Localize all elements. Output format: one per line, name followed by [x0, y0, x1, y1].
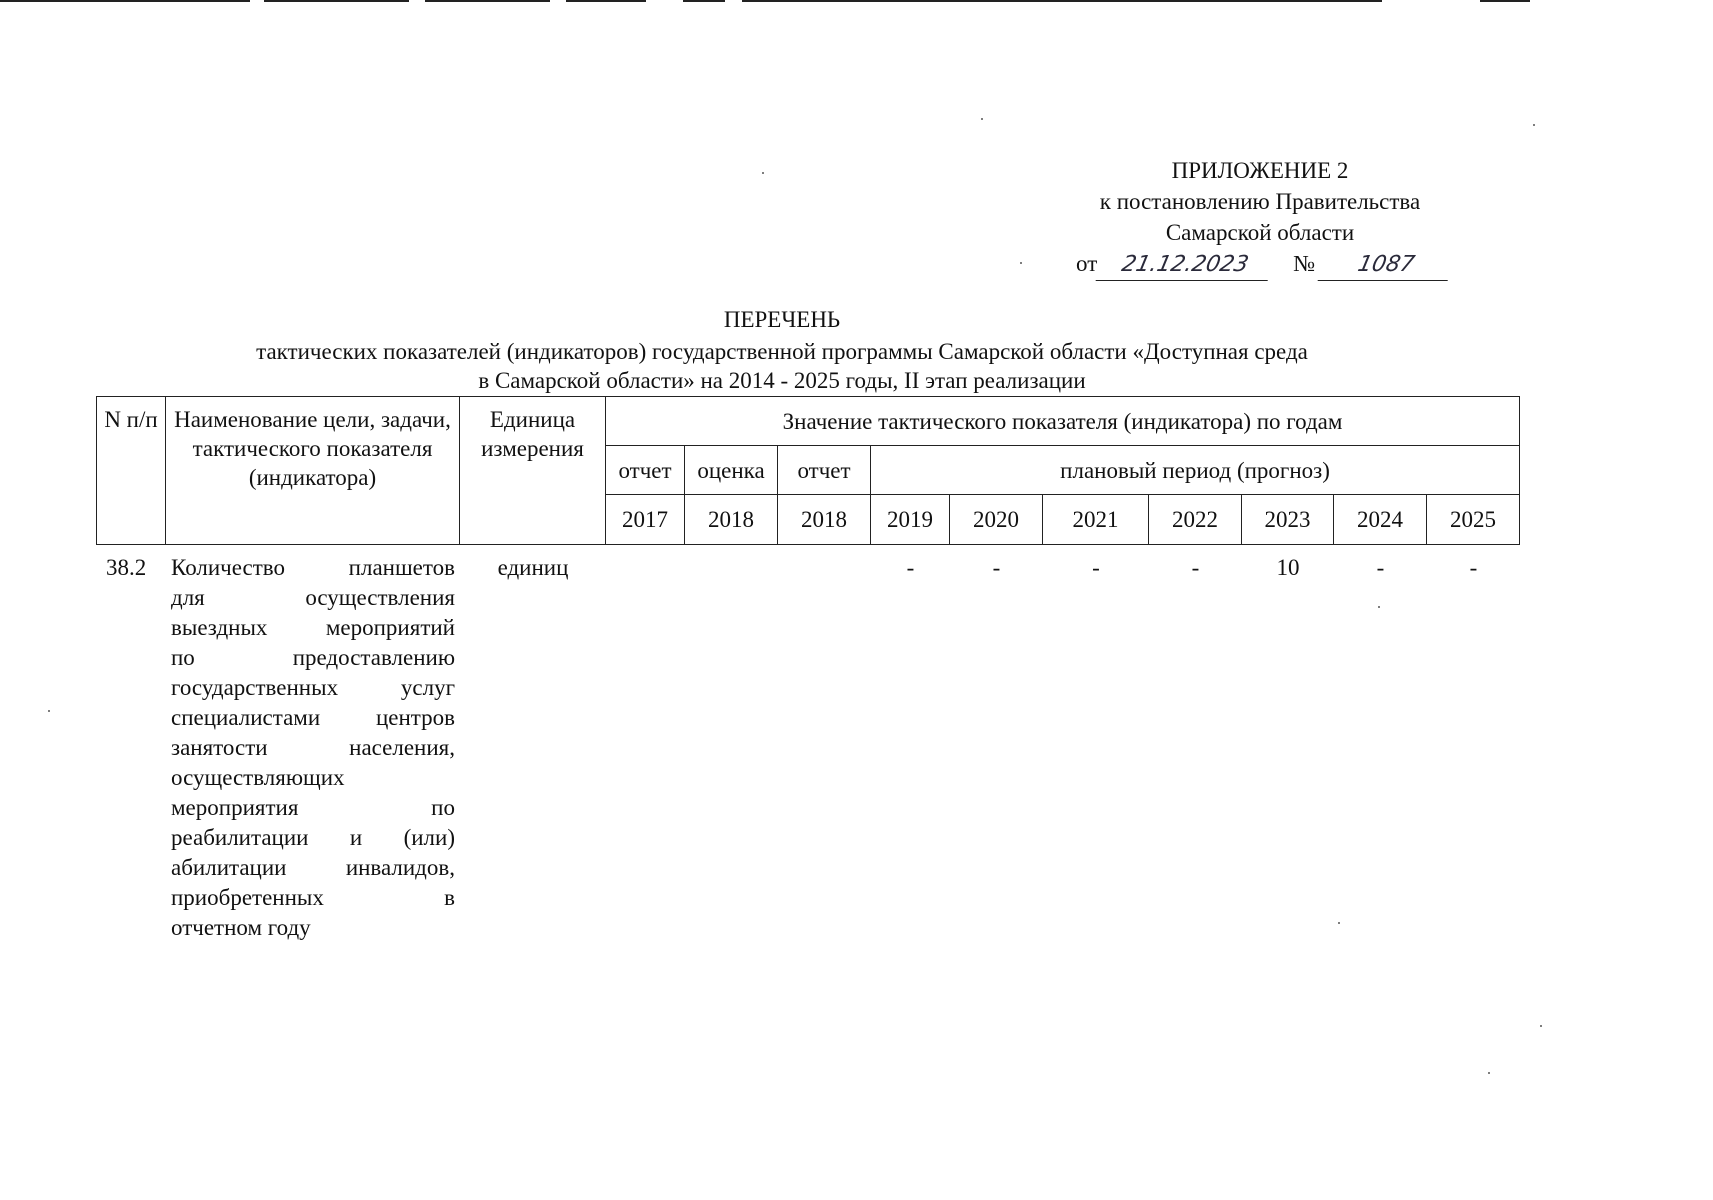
row-indicator-name	[171, 553, 455, 943]
header-year: 2018	[778, 495, 871, 545]
row-name-line: мероприятия по	[171, 795, 455, 820]
header-year: 2018	[685, 495, 778, 545]
handwritten-date: 21.12.2023	[1096, 249, 1275, 281]
date-prefix: от	[1076, 251, 1098, 276]
row-value-2024: -	[1376, 555, 1385, 580]
row-name-line: для осуществления	[171, 585, 455, 610]
scan-speck	[981, 118, 983, 120]
row-value-2020: -	[992, 555, 1001, 580]
row-value-2019: -	[906, 555, 915, 580]
row-name-line: приобретенных в	[171, 885, 455, 910]
scan-edge-line	[1480, 0, 1530, 2]
header-year: 2021	[1043, 495, 1149, 545]
header-year: 2025	[1427, 495, 1520, 545]
scan-speck	[1533, 124, 1535, 126]
appendix-line-1: к постановлению Правительства	[1099, 189, 1421, 214]
scan-speck	[762, 172, 764, 174]
row-name-line: по предоставлению	[171, 645, 455, 670]
header-sub-estimate: оценка	[685, 446, 778, 495]
appendix-date-row	[1060, 248, 1460, 281]
header-year: 2017	[606, 495, 685, 545]
scan-speck	[1020, 262, 1022, 264]
indicators-table-header	[96, 396, 1520, 545]
row-name-line: реабилитации и (или)	[171, 825, 455, 850]
scan-speck	[48, 710, 50, 712]
document-subtitle-line-1: тактических показателей (индикаторов) государственной программы Самарской области «Доступная среда	[256, 339, 1308, 364]
scan-speck	[1540, 1025, 1542, 1027]
header-sub-report: отчет	[606, 446, 685, 495]
document-subtitle-line-2: в Самарской области» на 2014 - 2025 годы, II этап реализации	[478, 368, 1086, 393]
handwritten-number: 1087	[1318, 249, 1455, 281]
row-value-2023: 10	[1276, 555, 1300, 580]
row-name-line: Количество планшетов	[171, 555, 455, 580]
header-year: 2020	[950, 495, 1043, 545]
scan-edge-line	[264, 0, 409, 2]
scan-speck	[1488, 1072, 1490, 1074]
scan-edge-line	[566, 0, 646, 2]
document-title: ПЕРЕЧЕНЬ	[723, 307, 841, 332]
row-name-line: осуществляющих	[171, 765, 345, 790]
appendix-title: ПРИЛОЖЕНИЕ 2	[1171, 158, 1349, 183]
header-year: 2019	[871, 495, 950, 545]
scan-speck	[1378, 606, 1380, 608]
header-year: 2022	[1149, 495, 1242, 545]
scan-edge-line	[683, 0, 725, 2]
row-name-line: выездных мероприятий	[171, 615, 455, 640]
appendix-line-2: Самарской области	[1165, 220, 1355, 245]
row-name-line: государственных услуг	[171, 675, 455, 700]
row-number: 38.2	[106, 555, 147, 580]
header-col-num: N п/п	[97, 397, 166, 545]
row-value-2022: -	[1191, 555, 1200, 580]
row-value-2025: -	[1469, 555, 1478, 580]
row-value-2021: -	[1092, 555, 1100, 580]
appendix-block	[1060, 155, 1460, 281]
header-col-unit: Единица измерения	[460, 397, 606, 545]
scan-edge-line	[425, 0, 550, 2]
header-year: 2023	[1242, 495, 1334, 545]
header-group-values: Значение тактического показателя (индикатора) по годам	[606, 397, 1520, 446]
header-col-name: Наименование цели, задачи, тактического показателя (индикатора)	[166, 397, 460, 545]
header-planned-period: плановый период (прогноз)	[871, 446, 1520, 495]
number-sign: №	[1293, 251, 1316, 276]
scan-edge-line	[742, 0, 1382, 2]
header-sub-report: отчет	[778, 446, 871, 495]
scan-speck	[1338, 922, 1340, 924]
row-name-line: абилитации инвалидов,	[171, 855, 455, 880]
scan-edge-line	[0, 0, 250, 2]
header-year: 2024	[1334, 495, 1427, 545]
row-name-line: занятости населения,	[171, 735, 455, 760]
row-unit: единиц	[497, 555, 569, 580]
row-name-line: специалистами центров	[171, 705, 455, 730]
row-name-line: отчетном году	[171, 915, 311, 940]
